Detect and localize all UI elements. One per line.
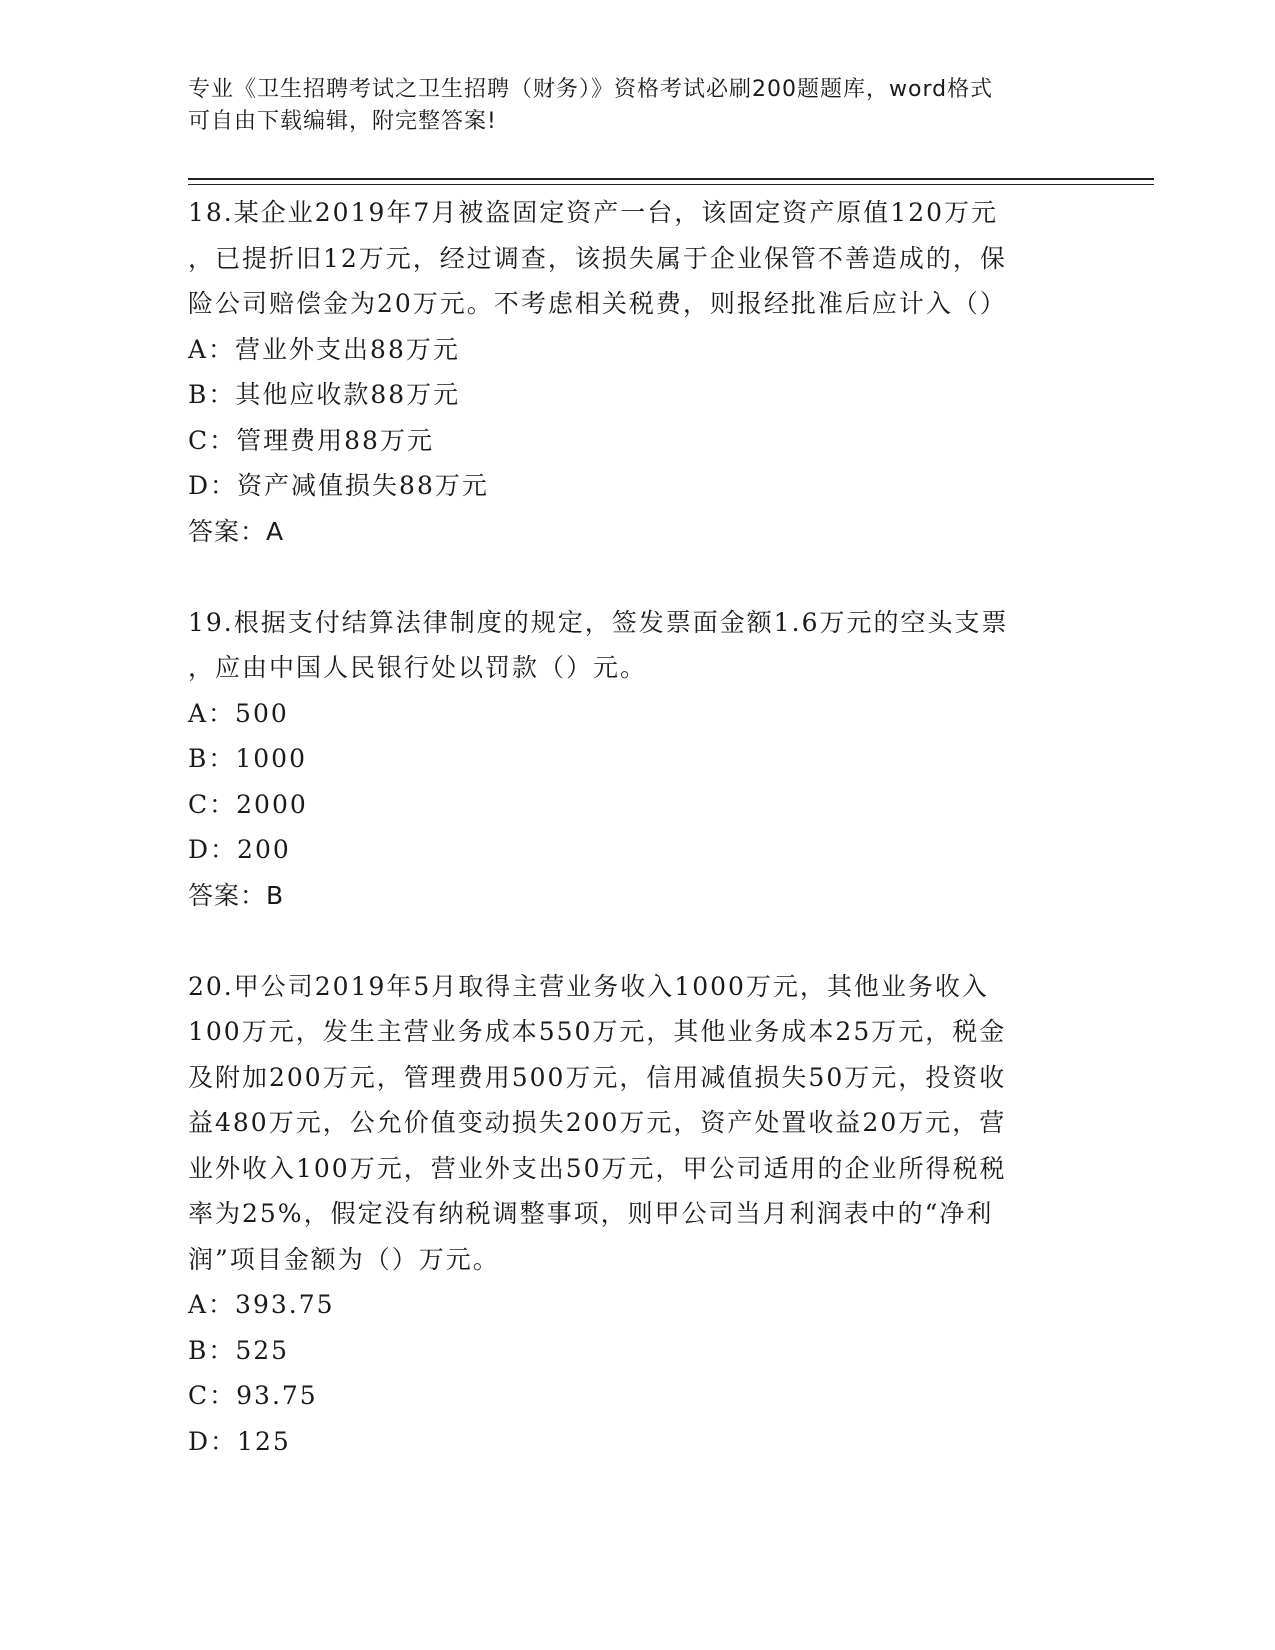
question-stem-line: 100万元，发生主营业务成本550万元，其他业务成本25万元，税金 [188, 1017, 1007, 1046]
question-list [188, 190, 1088, 1464]
option-b: B：525 [188, 1335, 290, 1365]
option-c: C：93.75 [188, 1381, 318, 1410]
question-stem-line: 及附加200万元，管理费用500万元，信用减值损失50万元，投资收 [188, 1062, 1007, 1092]
option-d: D：资产减值损失88万元 [188, 471, 489, 500]
question-18 [188, 190, 1088, 554]
question-stem-line: 润”项目金额为（）万元。 [188, 1244, 500, 1274]
option-c: C：2000 [188, 789, 308, 819]
header-line-1: 专业《卫生招聘考试之卫生招聘（财务）》资格考试必刷200题题库，word格式 [188, 77, 994, 102]
option-b: B：1000 [188, 744, 307, 773]
header-line-2: 可自由下载编辑，附完整答案! [188, 109, 497, 134]
question-stem-line: 险公司赔偿金为20万元。不考虑相关税费，则报经批准后应计入（） [188, 289, 1007, 318]
option-a: A：393.75 [188, 1290, 335, 1319]
question-stem-line: 20.甲公司2019年5月取得主营业务收入1000万元，其他业务收入 [188, 971, 989, 1001]
question-stem-line: 19.根据支付结算法律制度的规定，签发票面金额1.6万元的空头支票 [188, 607, 1009, 637]
question-stem-line: 率为25%，假定没有纳税调整事项，则甲公司当月利润表中的“净利 [188, 1199, 994, 1228]
question-stem-line: ，已提折旧12万元，经过调查，该损失属于企业保管不善造成的，保 [188, 243, 1007, 273]
option-a: A：500 [188, 698, 289, 728]
question-stem-line: 业外收入100万元，营业外支出50万元，甲公司适用的企业所得税税 [188, 1153, 1007, 1183]
question-20 [188, 964, 1088, 1465]
spacer [188, 554, 1088, 600]
answer-label: 答案：A [188, 516, 285, 546]
spacer [188, 918, 1088, 964]
option-a: A：营业外支出88万元 [188, 334, 460, 364]
header-divider-thick [188, 178, 1154, 180]
question-19 [188, 600, 1088, 919]
question-stem-line: 益480万元，公允价值变动损失200万元，资产处置收益20万元，营 [188, 1108, 1007, 1137]
question-stem-line: 18.某企业2019年7月被盗固定资产一台，该固定资产原值120万元 [188, 198, 999, 227]
document-header [188, 74, 1068, 138]
option-c: C：管理费用88万元 [188, 425, 434, 455]
answer-label: 答案：B [188, 880, 285, 910]
header-divider-thin [188, 184, 1154, 185]
option-d: D：125 [188, 1426, 291, 1456]
question-stem-line: ，应由中国人民银行处以罚款（）元。 [188, 653, 648, 682]
option-d: D：200 [188, 835, 291, 864]
option-b: B：其他应收款88万元 [188, 380, 461, 409]
